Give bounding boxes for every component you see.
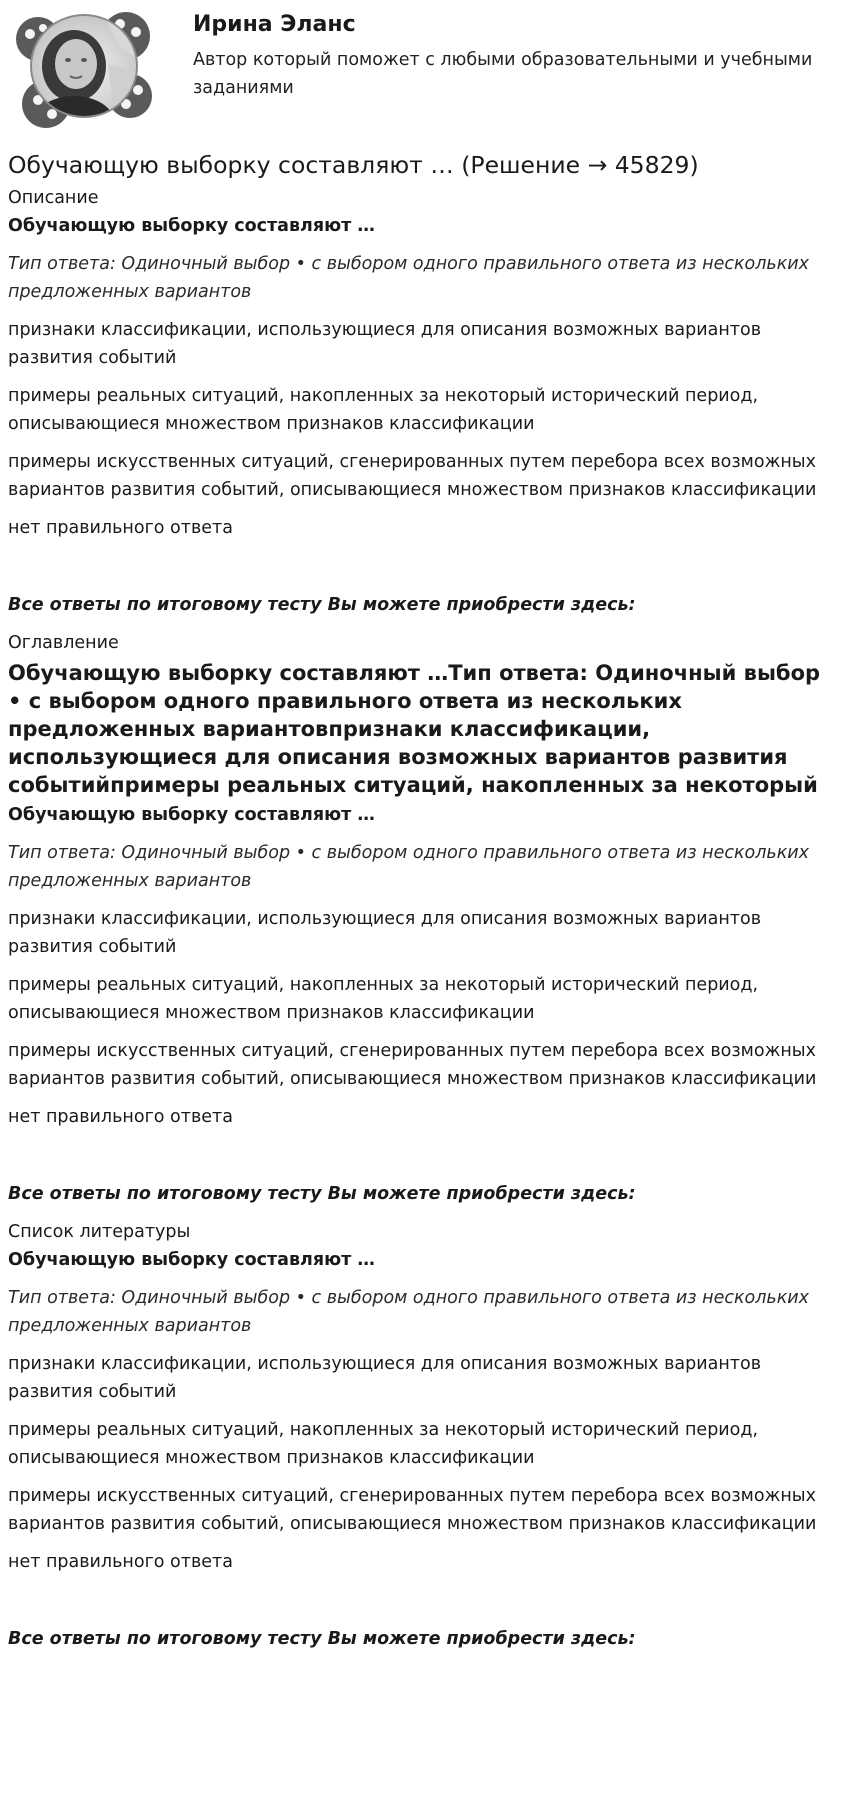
contents-heading: Обучающую выборку составляют …Тип ответа: Одиночный выбор • с выбором одного правильного ответа из нескольких предложенных вариантовпризнаки классификации, использующиеся для описания возможных вариантов развития событийпримеры реальных ситуаций, накопленных за некоторый — [8, 661, 821, 797]
section-label: Описание — [8, 188, 99, 208]
author-card — [8, 0, 839, 136]
answer-option: признаки классификации, использующиеся для описания возможных вариантов развития событий — [8, 909, 762, 957]
author-info — [193, 0, 839, 102]
section-bibliography — [8, 1218, 839, 1653]
section-description — [8, 184, 839, 619]
buy-note: Все ответы по итоговому тесту Вы можете приобрести здесь: — [8, 1184, 636, 1204]
answer-option: нет правильного ответа — [8, 1107, 233, 1127]
answer-option: примеры искусственных ситуаций, сгенерированных путем перебора всех возможных вариантов развития событий, описывающиеся множеством признаков классификации — [8, 1041, 817, 1089]
answer-option: примеры реальных ситуаций, накопленных за некоторый исторический период, описывающиеся множеством признаков классификации — [8, 1420, 759, 1468]
buy-note: Все ответы по итоговому тесту Вы можете приобрести здесь: — [8, 1629, 636, 1649]
section-label: Список литературы — [8, 1222, 191, 1242]
answer-option: признаки классификации, использующиеся для описания возможных вариантов развития событий — [8, 1354, 762, 1402]
answer-option: примеры искусственных ситуаций, сгенерированных путем перебора всех возможных вариантов развития событий, описывающиеся множеством признаков классификации — [8, 1486, 817, 1534]
answer-option: нет правильного ответа — [8, 518, 233, 538]
question-title: Обучающую выборку составляют … — [8, 805, 375, 825]
answer-type: Тип ответа: Одиночный выбор • с выбором одного правильного ответа из нескольких предложенных вариантов — [8, 254, 810, 302]
answer-option: примеры реальных ситуаций, накопленных за некоторый исторический период, описывающиеся множеством признаков классификации — [8, 386, 759, 434]
question-title: Обучающую выборку составляют … — [8, 1250, 375, 1270]
section-contents — [8, 629, 839, 1208]
question-title: Обучающую выборку составляют … — [8, 216, 375, 236]
page-title: Обучающую выборку составляют … (Решение → 45829) — [8, 151, 699, 179]
answer-option: нет правильного ответа — [8, 1552, 233, 1572]
answer-option: примеры реальных ситуаций, накопленных за некоторый исторический период, описывающиеся множеством признаков классификации — [8, 975, 759, 1023]
section-label: Оглавление — [8, 633, 119, 653]
author-avatar[interactable] — [8, 4, 163, 134]
answer-type: Тип ответа: Одиночный выбор • с выбором одного правильного ответа из нескольких предложенных вариантов — [8, 843, 810, 891]
answer-type: Тип ответа: Одиночный выбор • с выбором одного правильного ответа из нескольких предложенных вариантов — [8, 1288, 810, 1336]
answer-option: признаки классификации, использующиеся для описания возможных вариантов развития событий — [8, 320, 762, 368]
author-description: Автор который поможет с любыми образовательными и учебными заданиями — [193, 50, 813, 98]
author-photo-icon — [8, 4, 163, 134]
buy-note: Все ответы по итоговому тесту Вы можете приобрести здесь: — [8, 595, 636, 615]
answer-option: примеры искусственных ситуаций, сгенерированных путем перебора всех возможных вариантов развития событий, описывающиеся множеством признаков классификации — [8, 452, 817, 500]
author-name[interactable]: Ирина Эланс — [193, 12, 356, 37]
